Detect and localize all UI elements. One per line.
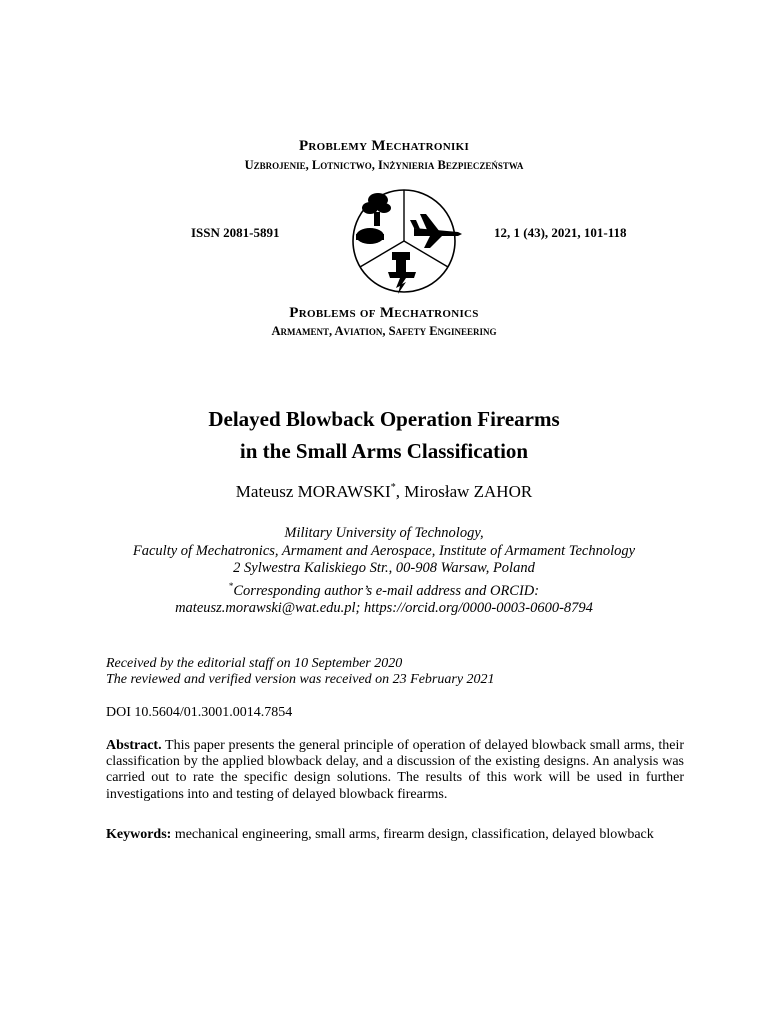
journal-english-title: Problems of Mechatronics [289,305,479,321]
author-list [0,482,768,502]
article-title-line-2: in the Small Arms Classification [239,439,529,463]
article-title-line-1: Delayed Blowback Operation Firearms [208,407,560,431]
journal-polish-subtitle: Uzbrojenie, Lotnictwo, Inżynieria Bezpieczeństwa [244,158,524,172]
author-1: Mateusz MORAWSKI [235,482,391,501]
affiliation-line-2: Faculty of Mechatronics, Armament and Aerospace, Institute of Armament Technology [132,542,636,559]
affiliation [0,525,768,618]
corresponding-mark: * [390,482,396,493]
received-dates [106,656,684,688]
abstract-label: Abstract. [106,738,162,753]
doi[interactable]: DOI 10.5604/01.3001.0014.7854 [106,705,293,720]
journal-polish-title: Problemy Mechatroniki [298,138,470,154]
author-2: Mirosław ZAHOR [404,482,533,501]
article-title [0,403,768,467]
affiliation-line-1: Military University of Technology, [284,525,484,541]
keywords-label: Keywords: [106,827,172,842]
affiliation-line-3: 2 Sylwestra Kaliskiego Str., 00-908 Warsaw, Poland [233,560,535,576]
received-date: Received by the editorial staff on 10 September 2020 [106,656,403,671]
journal-emblem-icon [340,186,468,296]
volume-info: 12, 1 (43), 2021, 101-118 [494,225,627,240]
corresponding-note-text: Corresponding author’s e-mail address and ORCID: [233,582,540,599]
contact-info[interactable]: mateusz.morawski@wat.edu.pl; https://orcid.org/0000-0003-0600-8794 [175,600,593,616]
keywords-text: mechanical engineering, small arms, firearm design, classification, delayed blowback [171,827,654,842]
revised-date: The reviewed and verified version was received on 23 February 2021 [106,672,495,688]
corresponding-note [0,578,768,601]
keywords [106,827,684,843]
abstract [106,738,684,803]
author-separator: , [395,482,405,501]
journal-english-subtitle: Armament, Aviation, Safety Engineering [271,324,497,338]
abstract-text: This paper presents the general principle of operation of delayed blowback small arms, their classification by the applied blowback delay, and a discussion of the existing designs. An analysis was carried out to rate the specific design solutions. The results of this work will be used in further investigations into and testing of delayed blowback firearms. [106,738,684,802]
corresponding-note-mark: * [228,580,234,591]
issn: ISSN 2081-5891 [191,225,280,240]
